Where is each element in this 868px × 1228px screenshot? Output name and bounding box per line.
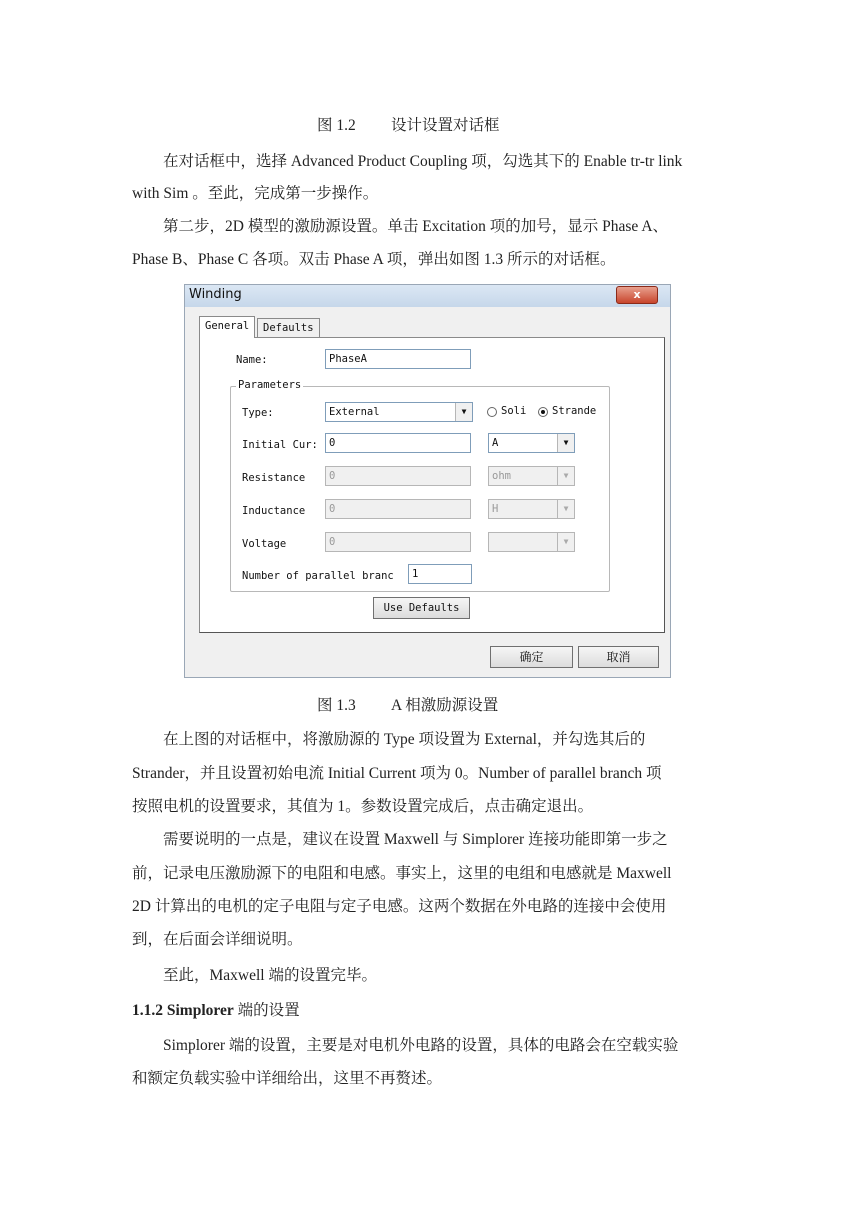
- chevron-down-icon: ▼: [557, 434, 574, 452]
- inductance-label: Inductance: [242, 505, 306, 517]
- inductance-unit-select: [488, 499, 575, 519]
- paragraph-line: with Sim 。至此，完成第一步操作。: [132, 185, 379, 202]
- type-value: External: [329, 406, 380, 418]
- general-panel: [199, 337, 665, 633]
- section-heading-number: 1.1.2 Simplorer: [132, 1002, 234, 1019]
- parallel-branch-field[interactable]: 1: [408, 564, 472, 584]
- ok-button[interactable]: 确定: [490, 646, 573, 668]
- paragraph-line: 需要说明的一点是，建议在设置 Maxwell 与 Simplorer 连接功能即第一步之: [163, 831, 668, 848]
- caption-text: 设计设置对话框: [391, 117, 500, 134]
- voltage-unit-select: [488, 532, 575, 552]
- paragraph-line: Strander，并且设置初始电流 Initial Current 项为 0。Number of parallel branch 项: [132, 765, 662, 782]
- paragraph-line: 前，记录电压激励源下的电阻和电感。事实上，这里的电组和电感就是 Maxwell: [132, 865, 672, 882]
- paragraph-line: 第二步，2D 模型的激励源设置。单击 Excitation 项的加号，显示 Phase A、: [163, 218, 669, 235]
- section-heading: [132, 1001, 300, 1021]
- parameters-group-title: Parameters: [238, 379, 302, 391]
- inductance-field: 0: [325, 499, 471, 519]
- figure-caption-1-2: [317, 116, 500, 136]
- caption-number: 图 1.2: [317, 117, 356, 134]
- paragraph-line: 2D 计算出的电机的定子电阻与定子电感。这两个数据在外电路的连接中会使用: [132, 898, 667, 915]
- tab-defaults[interactable]: Defaults: [257, 318, 320, 337]
- voltage-label: Voltage: [242, 538, 287, 550]
- resistance-label: Resistance: [242, 472, 306, 484]
- chevron-down-icon: ▼: [557, 500, 574, 518]
- initial-current-unit-select[interactable]: [488, 433, 575, 453]
- radio-solid-label: Soli: [501, 405, 527, 417]
- resistance-field: 0: [325, 466, 471, 486]
- type-label: Type:: [242, 407, 274, 419]
- initial-current-label: Initial Cur:: [242, 439, 318, 451]
- paragraph-line: 在对话框中，选择 Advanced Product Coupling 项，勾选其下的 Enable tr-tr link: [163, 153, 683, 170]
- cancel-button[interactable]: 取消: [578, 646, 659, 668]
- chevron-down-icon: ▼: [557, 533, 574, 551]
- parallel-branch-label: Number of parallel branc: [242, 570, 394, 582]
- caption-number: 图 1.3: [317, 697, 356, 714]
- use-defaults-button[interactable]: Use Defaults: [373, 597, 470, 619]
- dialog-body: [191, 307, 664, 671]
- radio-stranded-label: Strande: [552, 405, 597, 417]
- name-field[interactable]: PhaseA: [325, 349, 471, 369]
- resistance-unit-select: [488, 466, 575, 486]
- paragraph-line: 至此，Maxwell 端的设置完毕。: [163, 967, 377, 984]
- name-label: Name:: [236, 354, 268, 366]
- type-select[interactable]: [325, 402, 473, 422]
- dialog-titlebar: [185, 285, 670, 307]
- dialog-title: Winding: [189, 287, 242, 302]
- radio-stranded[interactable]: [538, 407, 548, 417]
- paragraph-line: Simplorer 端的设置，主要是对电机外电路的设置，具体的电路会在空载实验: [163, 1037, 679, 1054]
- initial-current-unit: A: [492, 437, 499, 449]
- chevron-down-icon: ▼: [455, 403, 472, 421]
- inductance-unit: H: [492, 503, 499, 515]
- winding-dialog: [184, 284, 671, 678]
- paragraph-line: 按照电机的设置要求，其值为 1。参数设置完成后，点击确定退出。: [132, 798, 594, 815]
- chevron-down-icon: ▼: [557, 467, 574, 485]
- paragraph-line: 在上图的对话框中，将激励源的 Type 项设置为 External，并勾选其后的: [163, 731, 646, 748]
- resistance-unit: ohm: [492, 470, 511, 482]
- caption-text: A 相激励源设置: [391, 697, 499, 714]
- close-icon[interactable]: x: [616, 286, 658, 304]
- paragraph-line: Phase B、Phase C 各项。双击 Phase A 项，弹出如图 1.3 所示的对话框。: [132, 251, 616, 268]
- radio-solid[interactable]: [487, 407, 497, 417]
- paragraph-line: 到，在后面会详细说明。: [132, 931, 303, 948]
- section-heading-text: 端的设置: [233, 1002, 300, 1019]
- tab-general[interactable]: General: [199, 316, 255, 338]
- voltage-field: 0: [325, 532, 471, 552]
- initial-current-field[interactable]: 0: [325, 433, 471, 453]
- figure-caption-1-3: [317, 696, 498, 716]
- paragraph-line: 和额定负载实验中详细给出，这里不再赘述。: [132, 1070, 443, 1087]
